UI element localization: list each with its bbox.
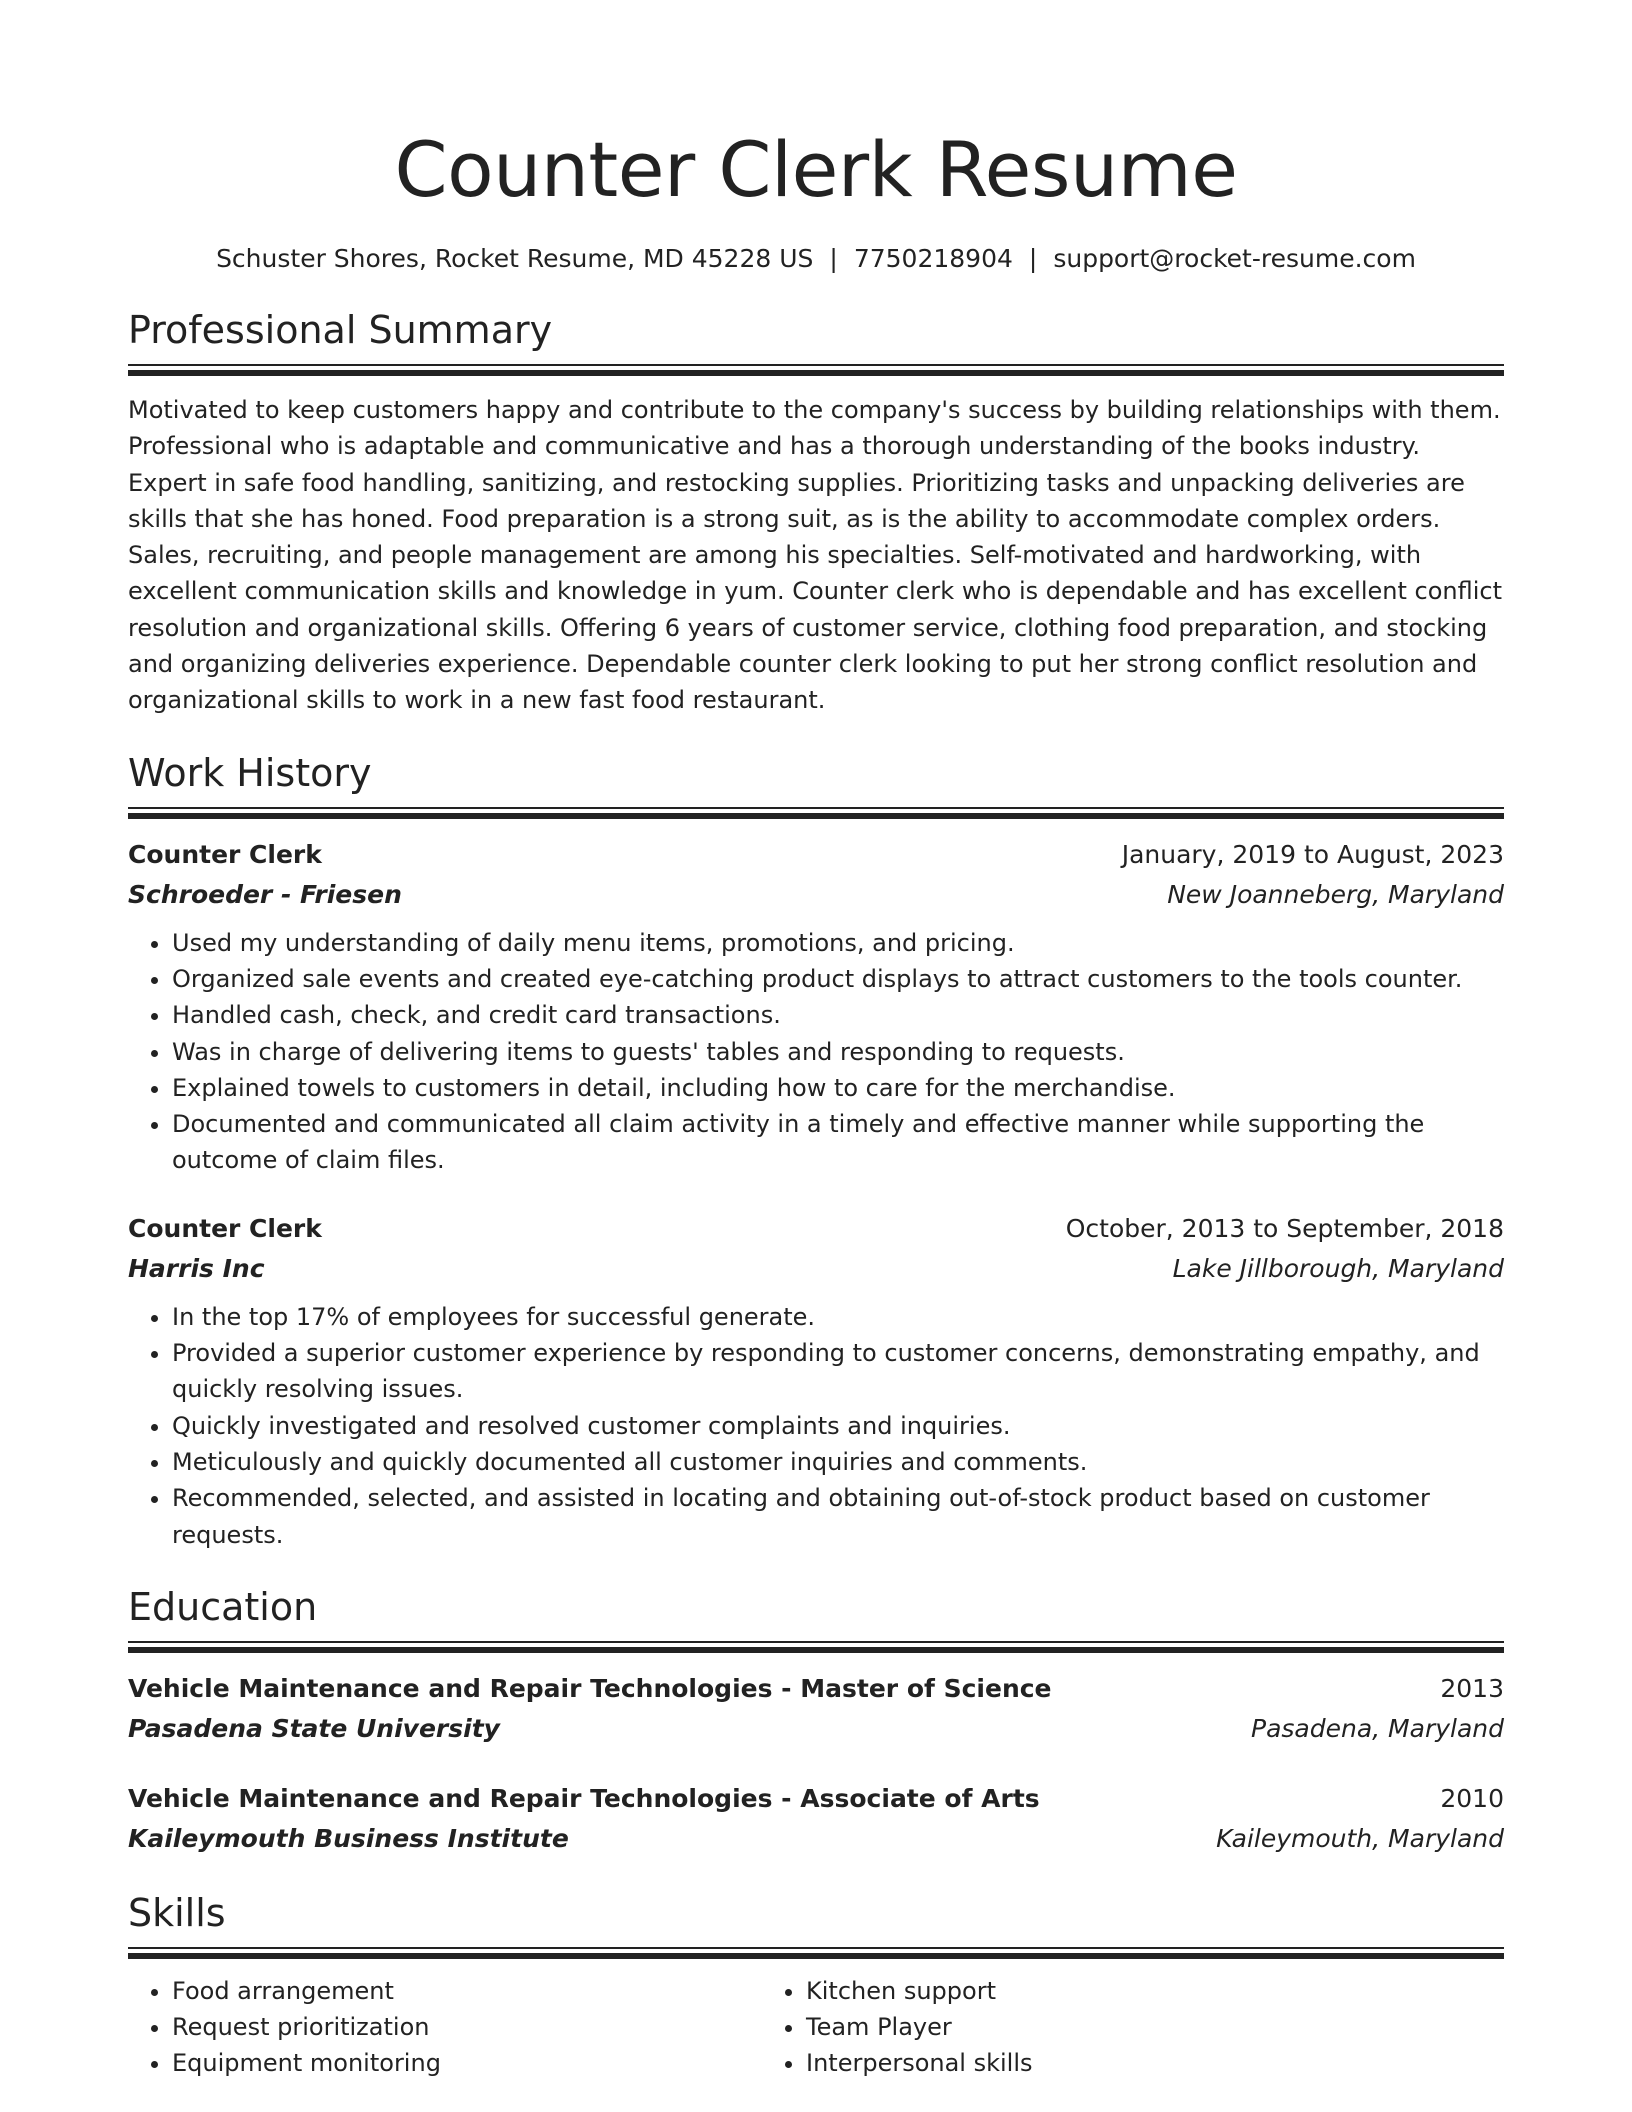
education-degree: Vehicle Maintenance and Repair Technologies - Associate of Arts bbox=[128, 1783, 1040, 1813]
job-duty: • Recommended, selected, and assisted in locating and obtaining out-of-stock product based on customer requests. bbox=[172, 1480, 1504, 1553]
contact-email[interactable]: support@rocket-resume.com bbox=[1053, 244, 1416, 273]
job-entry bbox=[128, 1209, 1504, 1553]
skills-list-right bbox=[762, 1973, 1396, 2081]
work-history-section bbox=[128, 749, 1504, 1553]
section-divider bbox=[128, 364, 1504, 366]
job-duty: • Quickly investigated and resolved customer complaints and inquiries. bbox=[172, 1408, 1504, 1444]
job-duty: • In the top 17% of employees for successful generate. bbox=[172, 1299, 1504, 1335]
education-entry bbox=[128, 1669, 1504, 1749]
education-header bbox=[128, 1779, 1504, 1819]
summary-paragraph: Motivated to keep customers happy and contribute to the company's success by building relationships with them. Professional who is adaptable and communicative and has a thorough understanding of the books industry. Expert in safe food handling, sanitizing, and restocking supplies. Prioritizing tasks and unpacking deliveries are skills that she has honed. Food preparation is a strong suit, as is the ability to accommodate complex orders. Sales, recruiting, and people management are among his specialties. Self-motivated and hardworking, with excellent communication skills and knowledge in yum. Counter clerk who is dependable and has excellent conflict resolution and organizational skills. Offering 6 years of customer service, clothing food preparation, and stocking and organizing deliveries experience. Dependable counter clerk looking to put her strong conflict resolution and organizational skills to work in a new fast food restaurant. bbox=[128, 396, 1502, 715]
job-duty: • Meticulously and quickly documented all customer inquiries and comments. bbox=[172, 1444, 1504, 1480]
skill-item: • Kitchen support bbox=[806, 1973, 1396, 2009]
summary-section bbox=[128, 306, 1504, 719]
contact-line bbox=[128, 242, 1504, 276]
section-divider-thick bbox=[128, 370, 1504, 376]
skill-item: • Equipment monitoring bbox=[172, 2045, 762, 2081]
education-degree: Vehicle Maintenance and Repair Technologies - Master of Science bbox=[128, 1673, 1052, 1703]
job-duty: • Was in charge of delivering items to guests' tables and responding to requests. bbox=[172, 1034, 1504, 1070]
section-divider-thick bbox=[128, 813, 1504, 819]
job-dates: January, 2019 to August, 2023 bbox=[1121, 839, 1504, 869]
job-duty: • Explained towels to customers in detail, including how to care for the merchandise. bbox=[172, 1070, 1504, 1106]
education-subheader bbox=[128, 1709, 1504, 1749]
education-subheader bbox=[128, 1819, 1504, 1859]
job-duty: • Organized sale events and created eye-catching product displays to attract customers to the tools counter. bbox=[172, 961, 1504, 997]
skill-item: • Interpersonal skills bbox=[806, 2045, 1396, 2081]
section-divider bbox=[128, 1947, 1504, 1949]
job-title: Counter Clerk bbox=[128, 839, 322, 869]
section-divider bbox=[128, 1641, 1504, 1643]
job-dates: October, 2013 to September, 2018 bbox=[1065, 1213, 1504, 1243]
job-duty: • Provided a superior customer experience by responding to customer concerns, demonstrating empathy, and quickly resolving issues. bbox=[172, 1335, 1504, 1408]
job-location: Lake Jillborough, Maryland bbox=[1172, 1253, 1504, 1283]
section-heading-education: Education bbox=[128, 1584, 318, 1629]
section-divider bbox=[128, 807, 1504, 809]
job-location: New Joanneberg, Maryland bbox=[1167, 879, 1504, 909]
skill-item: • Request prioritization bbox=[172, 2009, 762, 2045]
job-subheader bbox=[128, 875, 1504, 915]
skills-list-left bbox=[128, 1973, 762, 2081]
job-duty: • Handled cash, check, and credit card transactions. bbox=[172, 997, 1504, 1033]
contact-phone[interactable]: 7750218904 bbox=[853, 244, 1013, 273]
education-year: 2010 bbox=[1440, 1783, 1504, 1813]
job-header bbox=[128, 1209, 1504, 1249]
job-header bbox=[128, 835, 1504, 875]
education-year: 2013 bbox=[1440, 1673, 1504, 1703]
job-subheader bbox=[128, 1249, 1504, 1289]
skill-item: • Team Player bbox=[806, 2009, 1396, 2045]
education-school: Kaileymouth Business Institute bbox=[128, 1823, 569, 1853]
job-employer: Harris Inc bbox=[128, 1253, 265, 1283]
skills-columns bbox=[128, 1973, 1504, 2081]
education-section bbox=[128, 1583, 1504, 1859]
section-heading-work: Work History bbox=[128, 750, 372, 795]
section-divider-thick bbox=[128, 1647, 1504, 1653]
contact-separator: | bbox=[1028, 244, 1038, 273]
education-header bbox=[128, 1669, 1504, 1709]
job-duties-list bbox=[128, 1299, 1504, 1553]
job-employer: Schroeder - Friesen bbox=[128, 879, 402, 909]
education-school: Pasadena State University bbox=[128, 1713, 500, 1743]
page-title: Counter Clerk Resume bbox=[394, 125, 1238, 214]
job-entry bbox=[128, 835, 1504, 1179]
job-title: Counter Clerk bbox=[128, 1213, 322, 1243]
skills-section bbox=[128, 1889, 1504, 2081]
section-heading-summary: Professional Summary bbox=[128, 308, 553, 352]
section-divider-thick bbox=[128, 1953, 1504, 1959]
contact-address: Schuster Shores, Rocket Resume, MD 45228 US bbox=[216, 244, 814, 273]
education-location: Pasadena, Maryland bbox=[1251, 1713, 1504, 1743]
education-entry bbox=[128, 1779, 1504, 1859]
job-duties-list bbox=[128, 925, 1504, 1179]
contact-separator: | bbox=[829, 244, 838, 273]
resume-page bbox=[128, 120, 1504, 2081]
education-location: Kaileymouth, Maryland bbox=[1216, 1823, 1504, 1853]
job-duty: • Documented and communicated all claim activity in a timely and effective manner while supporting the outcome of claim files. bbox=[172, 1106, 1504, 1179]
section-heading-skills: Skills bbox=[128, 1890, 226, 1935]
job-duty: • Used my understanding of daily menu items, promotions, and pricing. bbox=[172, 925, 1504, 961]
skill-item: • Food arrangement bbox=[172, 1973, 762, 2009]
